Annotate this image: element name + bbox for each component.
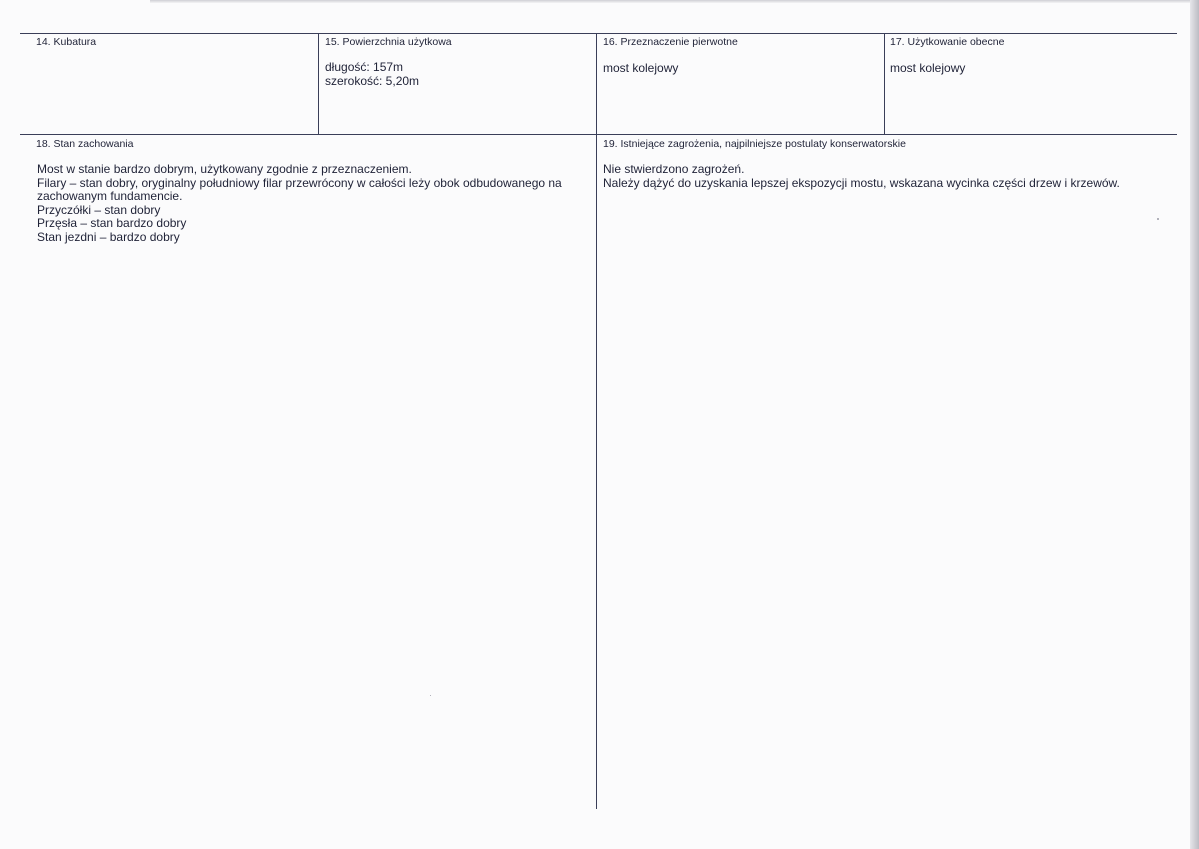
field-15-value xyxy=(325,61,585,88)
field-18-line: Stan jezdni – bardzo dobry xyxy=(37,229,180,244)
field-19-line: Nie stwierdzono zagrożeń. xyxy=(603,162,745,176)
field-19-label: 19. Istniejące zagrożenia, najpilniejsze postulaty konserwatorskie xyxy=(603,138,906,150)
field-18-line: Filary – stan dobry, oryginalny południowy filar przewrócony w całości leży obok odbudowanego na zachowanym fundamencie. xyxy=(37,175,562,203)
scan-speck xyxy=(1157,218,1159,220)
grid-line-top xyxy=(20,33,1177,34)
field-15-line: długość: 157m xyxy=(325,60,404,74)
field-19-line: Należy dążyć do uzyskania lepszej ekspozycji mostu, wskazana wycinka części drzew i krzewów. xyxy=(603,175,1120,190)
field-18-label: 18. Stan zachowania xyxy=(36,138,134,150)
field-15-line: szerokość: 5,20m xyxy=(325,73,420,88)
scan-top-edge xyxy=(150,0,1199,3)
field-15-label: 15. Powierzchnia użytkowa xyxy=(325,36,452,48)
field-18-line: Przyczółki – stan dobry xyxy=(37,202,161,217)
grid-divider-14-15 xyxy=(318,33,319,134)
field-17-value: most kolejowy xyxy=(890,61,966,75)
field-18-line: Przęsła – stan bardzo dobry xyxy=(37,216,187,230)
grid-divider-15-16 xyxy=(596,33,597,809)
field-17-label: 17. Użytkowanie obecne xyxy=(890,36,1005,48)
grid-divider-16-17 xyxy=(884,33,885,134)
field-18-value xyxy=(37,163,589,244)
field-16-label: 16. Przeznaczenie pierwotne xyxy=(603,36,738,48)
field-19-value xyxy=(603,163,1183,190)
field-14-label: 14. Kubatura xyxy=(36,36,97,48)
field-18-line: Most w stanie bardzo dobrym, użytkowany zgodnie z przeznaczeniem. xyxy=(37,162,412,176)
field-16-value: most kolejowy xyxy=(603,61,679,75)
grid-line-middle xyxy=(20,134,1177,135)
scan-speck xyxy=(430,695,431,696)
scan-right-edge xyxy=(1190,0,1199,849)
